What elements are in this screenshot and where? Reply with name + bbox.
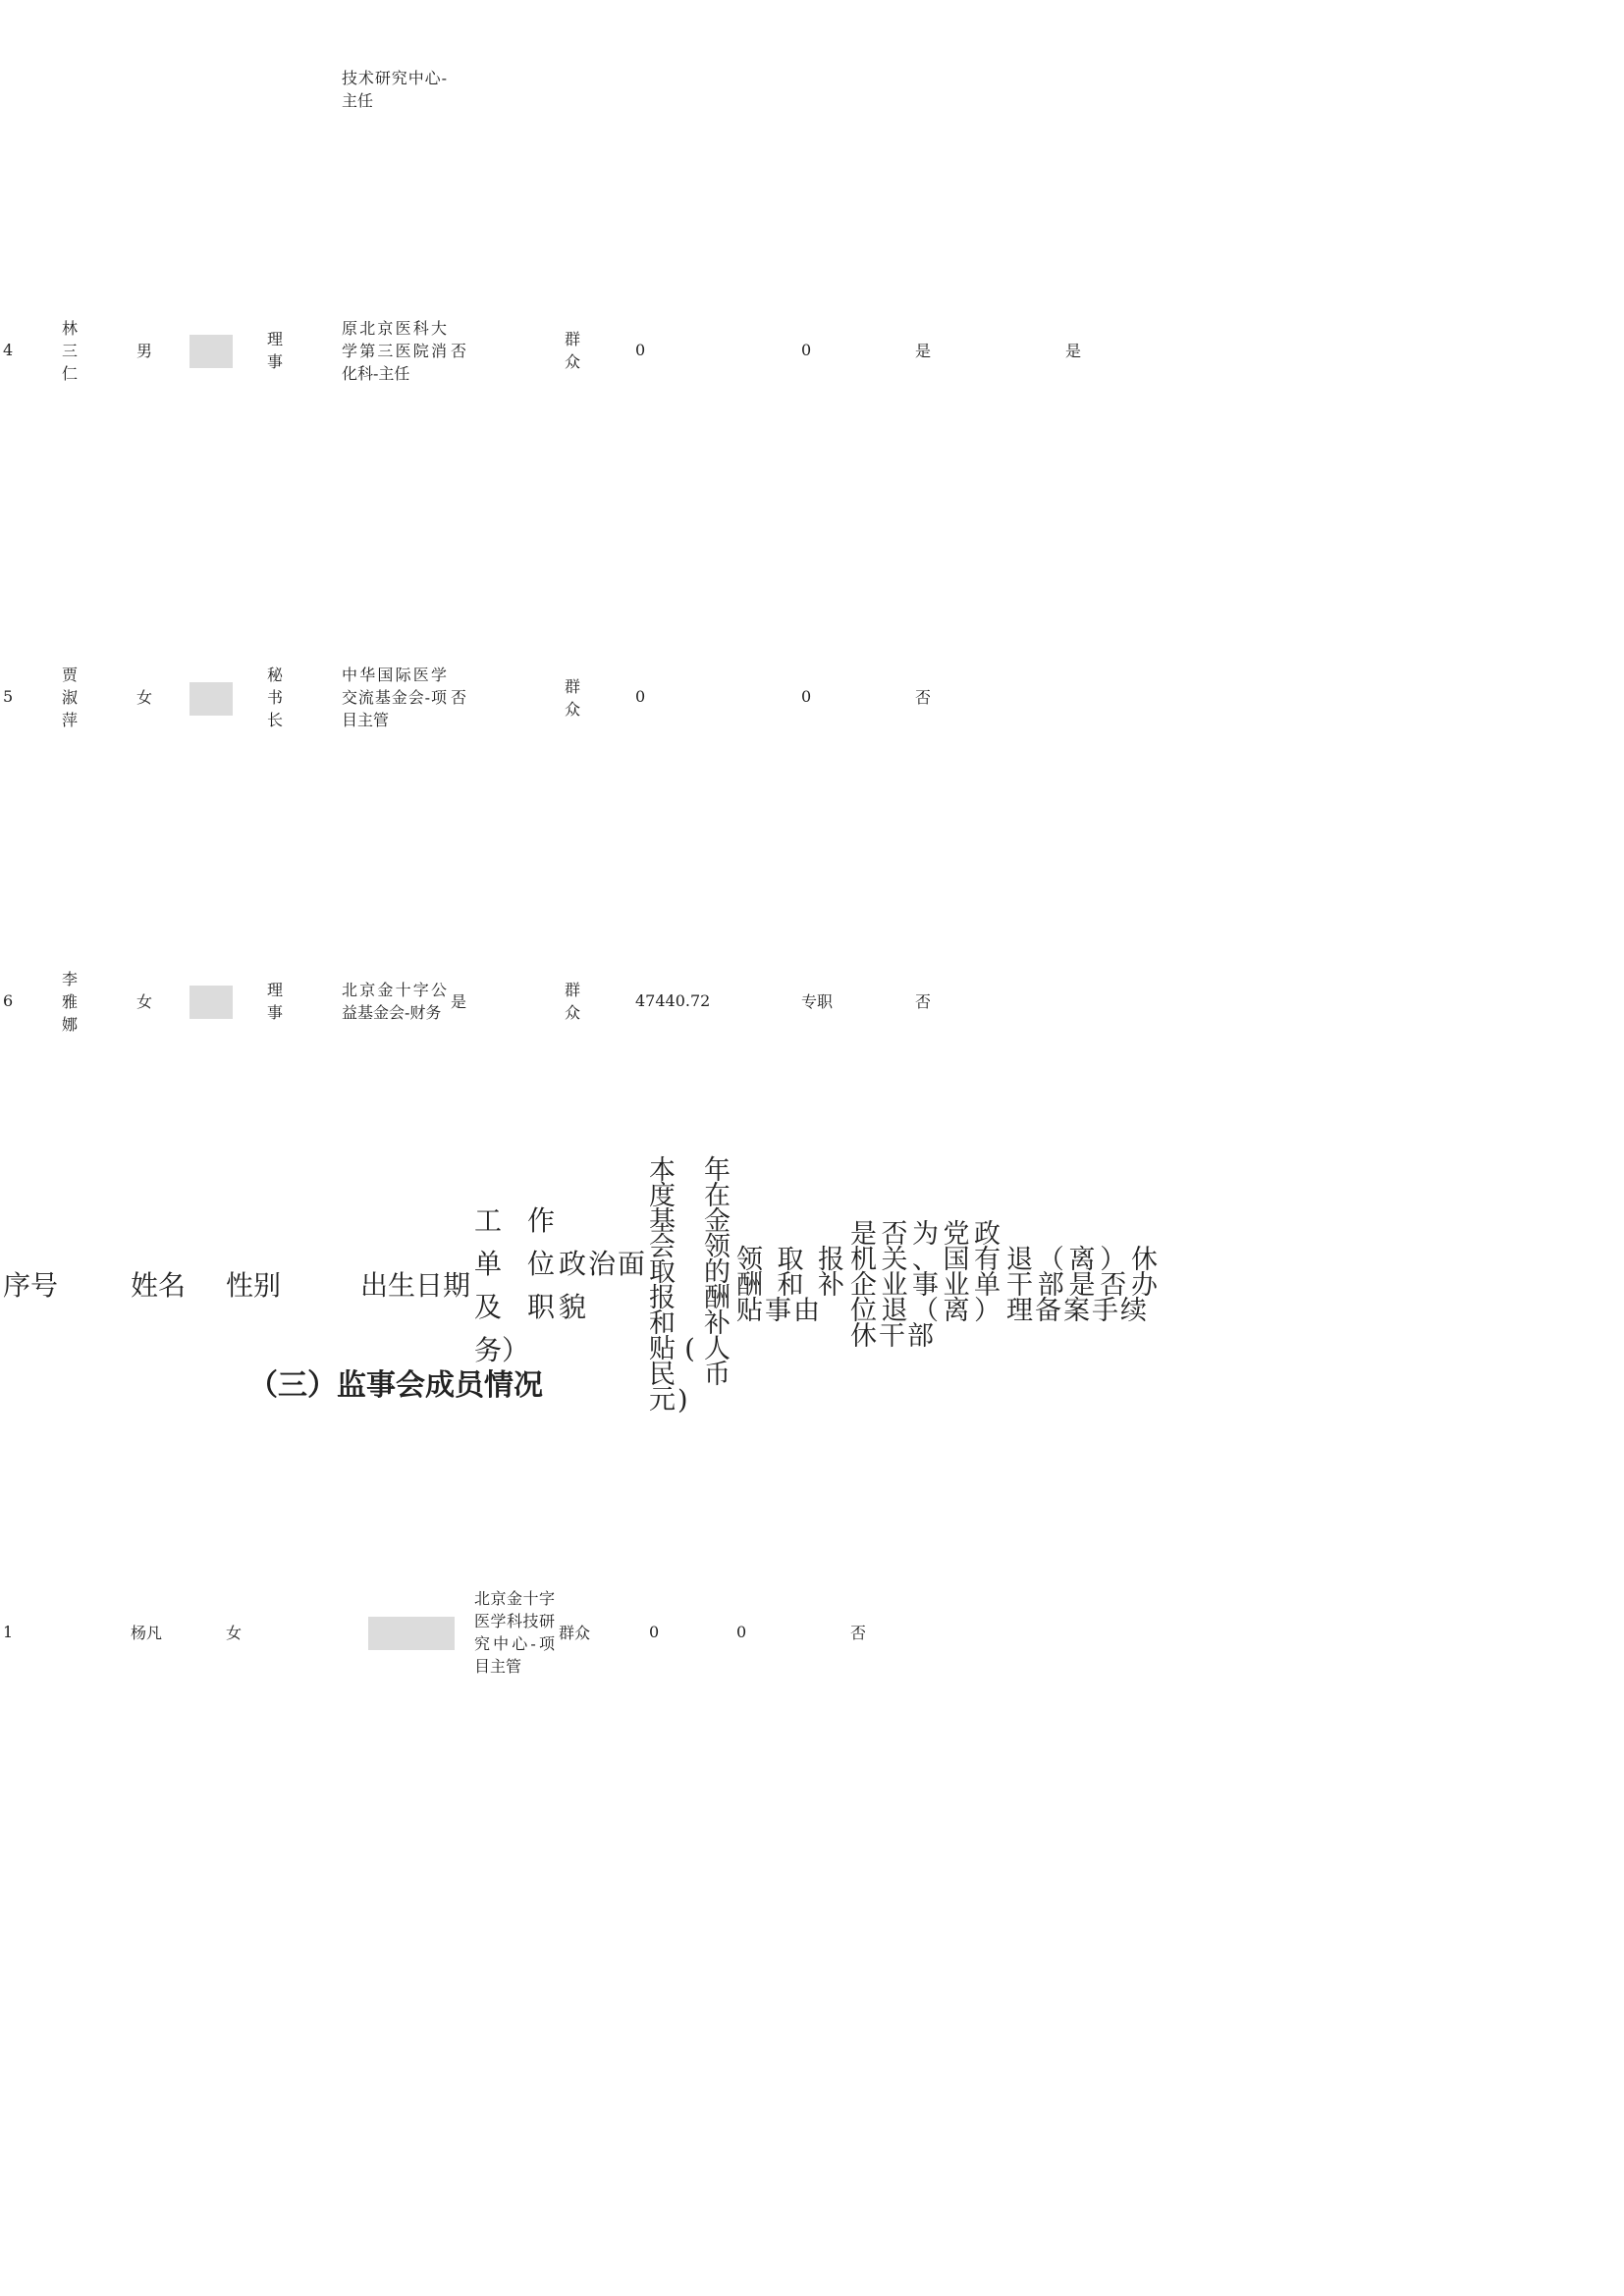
cell-org — [341, 2, 448, 175]
org-text: 北京金十字医学科技研究中心-项目主管 — [474, 1589, 555, 1676]
cell-political — [564, 177, 632, 522]
cell-name: 杨凡 — [131, 1623, 163, 1642]
cell-amount: 0 — [635, 340, 646, 359]
org-text: 北京金十字公益基金会-财务 — [342, 981, 447, 1022]
cell-retired — [914, 2, 1062, 175]
cell-filed — [1064, 524, 1170, 869]
cell-paid-by: 0 — [801, 687, 812, 706]
redaction-block — [189, 335, 233, 368]
cell-filed: 是 — [1065, 341, 1082, 360]
table-row — [2, 177, 1170, 522]
supervisors-table — [0, 1132, 1163, 1826]
cell-filed — [1005, 1439, 1161, 1824]
cell-birth — [359, 1439, 471, 1824]
cell-amount — [634, 2, 798, 175]
header-amount — [648, 1134, 733, 1437]
cell-org — [341, 177, 448, 522]
cell-name — [61, 871, 134, 1130]
cell-seq: 1 — [3, 1622, 14, 1641]
org-text: 技术研究中心-主任 — [342, 69, 447, 110]
cell-retired: 否 — [850, 1623, 867, 1642]
cell-name — [61, 2, 134, 175]
cell-birth — [190, 524, 264, 869]
cell-paid: 否 — [451, 341, 467, 360]
table-row — [2, 2, 1170, 175]
cell-role — [266, 177, 339, 522]
cell-retired: 是 — [915, 341, 932, 360]
redaction-block — [189, 986, 233, 1019]
cell-retired: 否 — [915, 991, 932, 1011]
cell-role — [266, 524, 339, 869]
cell-paid-by: 0 — [801, 340, 812, 359]
header-retired-text: 是否为党政机关、国有企业事业单位退（离）休干部 — [850, 1219, 1002, 1352]
cell-org — [341, 524, 448, 869]
header-birth-text: 出生日期 — [360, 1268, 471, 1302]
name-text: 贾淑萍 — [62, 666, 79, 729]
role-text: 理事 — [267, 981, 284, 1022]
cell-birth — [190, 2, 264, 175]
political-text: 群众 — [565, 330, 581, 371]
header-retired — [849, 1134, 1003, 1437]
cell-filed — [1064, 2, 1170, 175]
redaction-block — [189, 682, 233, 716]
cell-gender: 女 — [226, 1623, 243, 1642]
header-filed — [1005, 1134, 1161, 1437]
table-row — [2, 524, 1170, 869]
header-political — [558, 1134, 646, 1437]
role-text: 理事 — [267, 330, 284, 371]
cell-filed — [1064, 871, 1170, 1130]
section-title: （三）监事会成员情况 — [248, 1368, 543, 1403]
cell-seq: 5 — [3, 687, 14, 706]
org-text: 原北京医科大学第三医院消化科-主任 — [342, 318, 447, 383]
cell-retired: 否 — [915, 688, 932, 707]
political-text: 群众 — [565, 676, 581, 719]
cell-name — [61, 177, 134, 522]
cell-paid-by: 专职 — [801, 991, 834, 1011]
cell-political — [564, 2, 632, 175]
cell-birth — [190, 871, 264, 1130]
cell-paid: 否 — [451, 688, 467, 707]
cell-political — [564, 871, 632, 1130]
cell-gender: 男 — [136, 341, 153, 360]
cell-paid: 是 — [451, 991, 467, 1011]
cell-org — [341, 871, 448, 1130]
cell-amount: 47440.72 — [635, 990, 711, 1010]
header-gender: 性别 — [226, 1268, 282, 1302]
role-text: 秘书长 — [267, 666, 284, 729]
cell-gender: 女 — [136, 688, 153, 707]
cell-amount: 0 — [635, 687, 646, 706]
cell-amount: 0 — [649, 1622, 660, 1641]
cell-seq: 6 — [3, 990, 14, 1010]
header-amount-text: 本年度在基金会领取的报酬和补贴(人民币元) — [649, 1155, 732, 1415]
cell-political — [564, 524, 632, 869]
cell-role — [266, 2, 339, 175]
header-filed-text: 退（离）休干部是否办理备案手续 — [1006, 1245, 1160, 1326]
header-paid-by — [735, 1134, 847, 1437]
org-text: 中华国际医学交流基金会-项目主管 — [342, 666, 447, 729]
redaction-block — [368, 1617, 455, 1650]
cell-gender — [135, 2, 189, 175]
table-row — [2, 1439, 1161, 1824]
name-text: 李雅娜 — [62, 969, 79, 1034]
cell-paid-by: 0 — [736, 1622, 747, 1641]
header-name: 姓名 — [131, 1268, 187, 1302]
political-text: 群众 — [565, 981, 581, 1022]
header-row — [2, 1134, 1161, 1437]
header-org-text: 工作单位及职务） — [474, 1203, 555, 1366]
header-seq: 序号 — [3, 1268, 59, 1302]
header-paid-by-text: 领取报酬和补贴事由 — [736, 1245, 846, 1326]
cell-seq: 4 — [3, 340, 14, 359]
cell-org — [473, 1439, 556, 1824]
header-political-text: 政治面貌 — [559, 1247, 645, 1323]
cell-political: 群众 — [559, 1623, 591, 1642]
cell-paid — [450, 2, 562, 175]
cell-gender: 女 — [136, 991, 153, 1011]
cell-birth — [190, 177, 264, 522]
cell-paid-by — [800, 2, 912, 175]
cell-name — [61, 524, 134, 869]
cell-seq — [2, 2, 59, 175]
table-row — [2, 871, 1170, 1130]
cell-role — [266, 871, 339, 1130]
directors-table — [0, 0, 1172, 1132]
name-text: 林三仁 — [62, 318, 79, 383]
